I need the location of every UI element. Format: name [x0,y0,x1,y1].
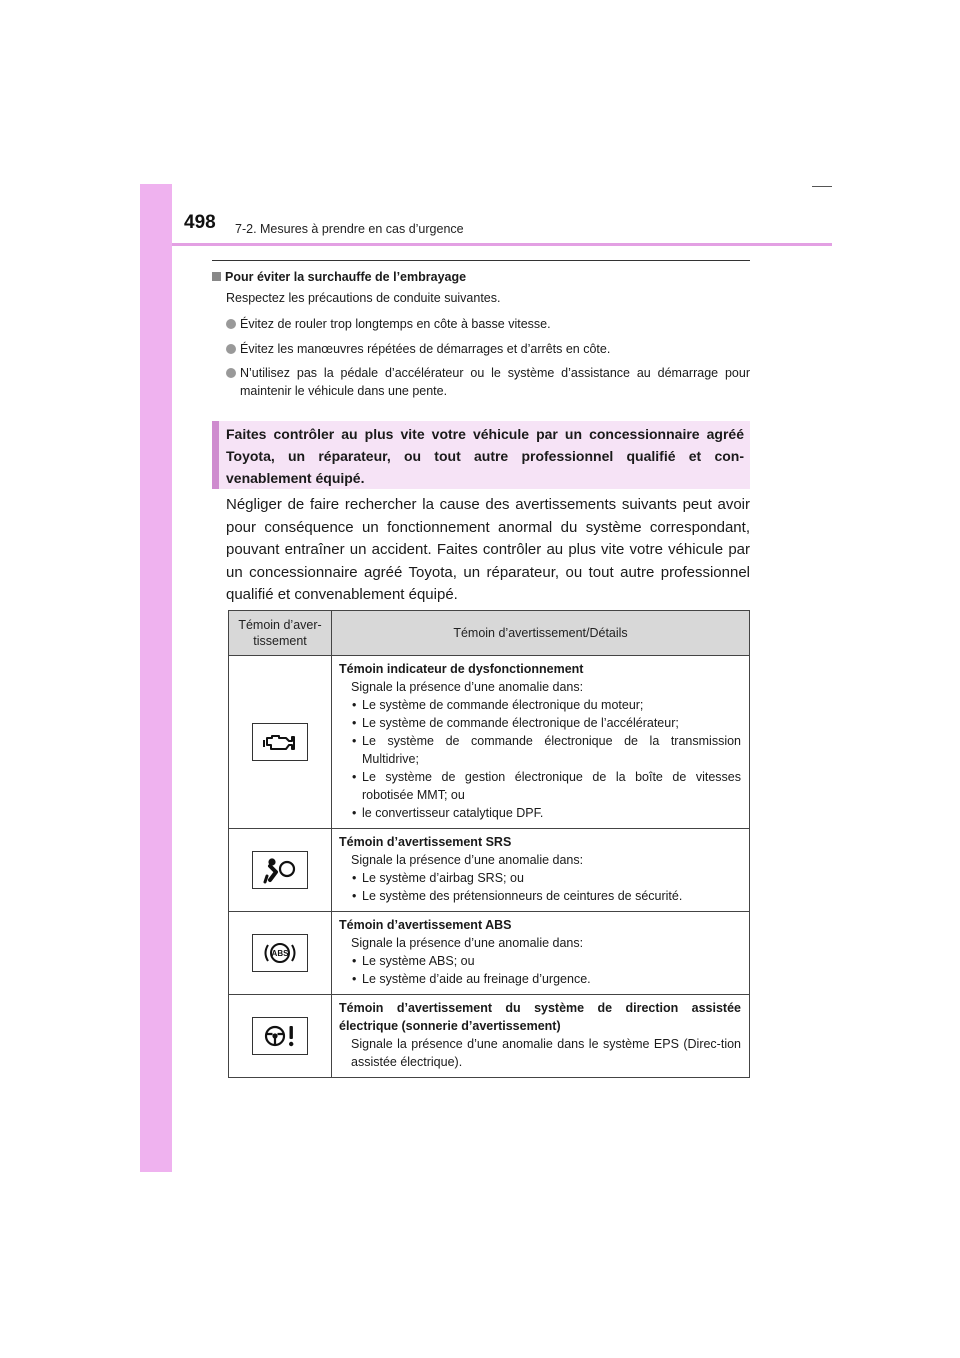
clutch-heading [212,270,466,284]
row-subtitle: Signale la présence d’une anomalie dans le système EPS (Direc-tion assistée électrique). [351,1037,741,1069]
table-row [229,995,750,1078]
page-number: 498 [184,212,216,233]
list-item: • Le système de gestion électronique de la boîte de vitesses robotisée MMT; ou [352,770,741,802]
details-cell [332,656,750,829]
list-item-text: N’utilisez pas la pédale d’accélérateur ou le système d’assistance au démarrage pour maintenir le véhicule dans une pente. [240,366,750,398]
abs-icon [252,934,308,972]
chapter-sidebar [140,184,172,1172]
list-item: • Le système de commande électronique de la transmission Multidrive; [352,734,741,766]
icon-cell [229,829,332,912]
column-header-details: Témoin d’avertissement/Détails [332,611,750,656]
warning-lights-table [228,610,750,1078]
list-item-text: Évitez de rouler trop longtemps en côte à basse vitesse. [240,317,551,331]
row-subtitle: Signale la présence d’une anomalie dans: [351,680,584,694]
bullet-dot-icon [226,319,236,329]
details-cell [332,912,750,995]
header-divider [172,243,832,246]
table-row [229,656,750,829]
list-item: • le convertisseur catalytique DPF. [352,806,544,820]
eps-steering-warning-icon [252,1017,308,1055]
icon-cell [229,656,332,829]
list-item: • Le système d’aide au freinage d’urgence. [352,972,591,986]
row-subtitle: Signale la présence d’une anomalie dans: [351,853,584,867]
icon-cell [229,912,332,995]
list-item [226,315,750,333]
list-item: • Le système de commande électronique de l’accélérateur; [352,716,679,730]
list-item: • Le système d’airbag SRS; ou [352,871,524,885]
callout-text: Faites contrôler au plus vite votre véhicule par un concessionnaire agréé Toyota, un réparateur, ou tout autre professionnel qualifié et con-venablement équipé. [226,426,744,486]
clutch-intro: Respectez les précautions de conduite suivantes. [226,291,501,305]
table-row [229,912,750,995]
dealer-callout [212,421,750,489]
list-item [226,340,750,358]
row-title: Témoin indicateur de dysfonctionnement [339,662,584,676]
row-title: Témoin d’avertissement ABS [339,918,512,932]
callout-bar [212,421,219,489]
details-cell [332,829,750,912]
row-title: Témoin d’avertissement SRS [339,835,512,849]
list-item: • Le système des prétensionneurs de ceintures de sécurité. [352,889,683,903]
row-subtitle: Signale la présence d’une anomalie dans: [351,936,584,950]
list-item [226,364,750,400]
section-rule [212,260,750,261]
table-row [229,829,750,912]
row-title: Témoin d’avertissement du système de direction assistée électrique (sonnerie d’avertissement) [339,1001,741,1033]
square-bullet-icon [212,272,221,281]
crop-mark [812,186,832,187]
bullet-dot-icon [226,368,236,378]
details-cell [332,995,750,1078]
warning-paragraph: Négliger de faire rechercher la cause des avertissements suivants peut avoir pour conséquence un fonctionnement anormal du système correspondant, pouvant entraîner un accident. Faites contrôler au plus vite votre véhicule par un concessionnaire agréé Toyota, un réparateur, ou tout autre professionnel qualifié et convenablement équipé. [226,496,750,603]
clutch-heading-text: Pour éviter la surchauffe de l’embrayage [225,270,467,284]
check-engine-icon [252,723,308,761]
list-item-text: Évitez les manœuvres répétées de démarrages et d’arrêts en côte. [240,342,611,356]
list-item: • Le système de commande électronique du moteur; [352,698,644,712]
section-title: 7-2. Mesures à prendre en cas d’urgence [235,222,464,236]
list-item: • Le système ABS; ou [352,954,475,968]
srs-airbag-icon [252,851,308,889]
icon-cell [229,995,332,1078]
abs-icon-text: ABS [271,949,289,958]
bullet-dot-icon [226,344,236,354]
column-header-light: Témoin d’aver-tissement [229,611,332,656]
